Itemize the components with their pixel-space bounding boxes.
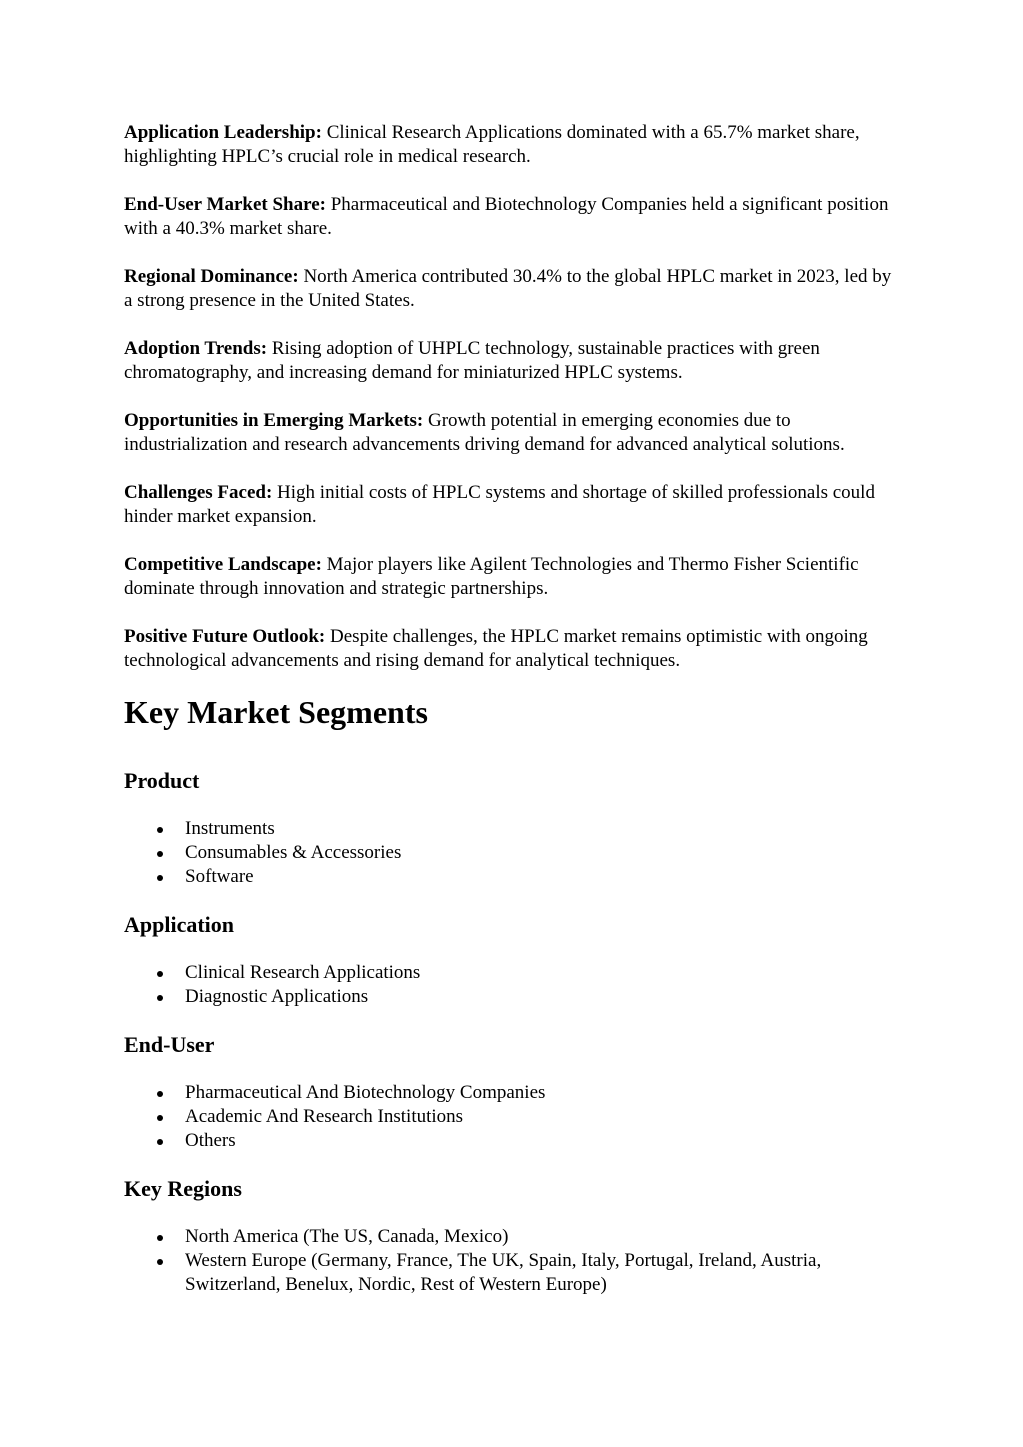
bullet-icon bbox=[157, 1235, 163, 1241]
bullet-icon bbox=[157, 875, 163, 881]
paragraph-lead: Positive Future Outlook: bbox=[124, 626, 326, 647]
product-list bbox=[124, 817, 899, 889]
list-item bbox=[124, 841, 899, 865]
list-item bbox=[124, 1225, 899, 1249]
bullet-icon bbox=[157, 1115, 163, 1121]
bullet-icon bbox=[157, 1139, 163, 1145]
list-item-label: Clinical Research Applications bbox=[185, 962, 421, 983]
paragraph-text: Pharmaceutical and Biotechnology Companies held a significant position with a 40.3% market share. bbox=[124, 194, 889, 239]
highlight-regional-dominance bbox=[124, 265, 899, 313]
highlight-emerging-markets bbox=[124, 409, 899, 457]
paragraph-text: Clinical Research Applications dominated with a 65.7% market share, highlighting HPLC’s crucial role in medical research. bbox=[124, 122, 860, 167]
list-item-label: North America (The US, Canada, Mexico) bbox=[185, 1226, 509, 1247]
list-item-label: Academic And Research Institutions bbox=[185, 1106, 464, 1127]
list-item-label: Software bbox=[185, 866, 254, 887]
paragraph-lead: Adoption Trends: bbox=[124, 338, 268, 359]
paragraph-text: Major players like Agilent Technologies and Thermo Fisher Scientific dominate through innovation and strategic partnerships. bbox=[124, 554, 859, 599]
list-item-label: Instruments bbox=[185, 818, 275, 839]
key-regions-list bbox=[124, 1225, 899, 1297]
highlight-competitive-landscape bbox=[124, 553, 899, 601]
list-item bbox=[124, 1249, 899, 1297]
bullet-icon bbox=[157, 851, 163, 857]
application-list bbox=[124, 961, 899, 1009]
paragraph-text: North America contributed 30.4% to the global HPLC market in 2023, led by a strong presence in the United States. bbox=[124, 266, 892, 311]
paragraph-text: Rising adoption of UHPLC technology, sustainable practices with green chromatography, and increasing demand for miniaturized HPLC systems. bbox=[124, 338, 820, 383]
bullet-icon bbox=[157, 1091, 163, 1097]
list-item-label: Others bbox=[185, 1130, 236, 1151]
bullet-icon bbox=[157, 971, 163, 977]
list-item bbox=[124, 1105, 899, 1129]
list-item bbox=[124, 1081, 899, 1105]
list-item bbox=[124, 961, 899, 985]
list-item bbox=[124, 985, 899, 1009]
highlight-application-leadership bbox=[124, 121, 899, 169]
list-item bbox=[124, 817, 899, 841]
paragraph-text: Despite challenges, the HPLC market remains optimistic with ongoing technological advancements and rising demand for analytical techniques. bbox=[124, 626, 868, 671]
key-regions-heading: Key Regions bbox=[124, 1176, 242, 1201]
paragraph-text: Growth potential in emerging economies due to industrialization and research advancements driving demand for advanced analytical solutions. bbox=[124, 410, 845, 455]
bullet-icon bbox=[157, 995, 163, 1001]
list-item-label: Consumables & Accessories bbox=[185, 842, 402, 863]
paragraph-text: High initial costs of HPLC systems and shortage of skilled professionals could hinder market expansion. bbox=[124, 482, 875, 527]
end-user-heading: End-User bbox=[124, 1032, 215, 1057]
list-item-label: Diagnostic Applications bbox=[185, 986, 369, 1007]
list-item-label: Pharmaceutical And Biotechnology Companies bbox=[185, 1082, 546, 1103]
paragraph-lead: Application Leadership: bbox=[124, 122, 322, 143]
list-item-label: Western Europe (Germany, France, The UK, Spain, Italy, Portugal, Ireland, Austria, Switzerland, Benelux, Nordic, Rest of Western Europe) bbox=[185, 1250, 822, 1295]
bullet-icon bbox=[157, 1259, 163, 1265]
paragraph-lead: End-User Market Share: bbox=[124, 194, 326, 215]
paragraph-lead: Competitive Landscape: bbox=[124, 554, 322, 575]
highlight-end-user-market-share bbox=[124, 193, 899, 241]
list-item bbox=[124, 1129, 899, 1153]
key-market-segments-heading: Key Market Segments bbox=[124, 694, 428, 730]
bullet-icon bbox=[157, 827, 163, 833]
highlight-future-outlook bbox=[124, 625, 899, 673]
list-item bbox=[124, 865, 899, 889]
highlight-challenges-faced bbox=[124, 481, 899, 529]
end-user-list bbox=[124, 1081, 899, 1153]
paragraph-lead: Opportunities in Emerging Markets: bbox=[124, 410, 424, 431]
paragraph-lead: Challenges Faced: bbox=[124, 482, 273, 503]
paragraph-lead: Regional Dominance: bbox=[124, 266, 299, 287]
highlight-adoption-trends bbox=[124, 337, 899, 385]
application-heading: Application bbox=[124, 912, 235, 937]
product-heading: Product bbox=[124, 768, 200, 793]
document-page bbox=[124, 121, 899, 1319]
